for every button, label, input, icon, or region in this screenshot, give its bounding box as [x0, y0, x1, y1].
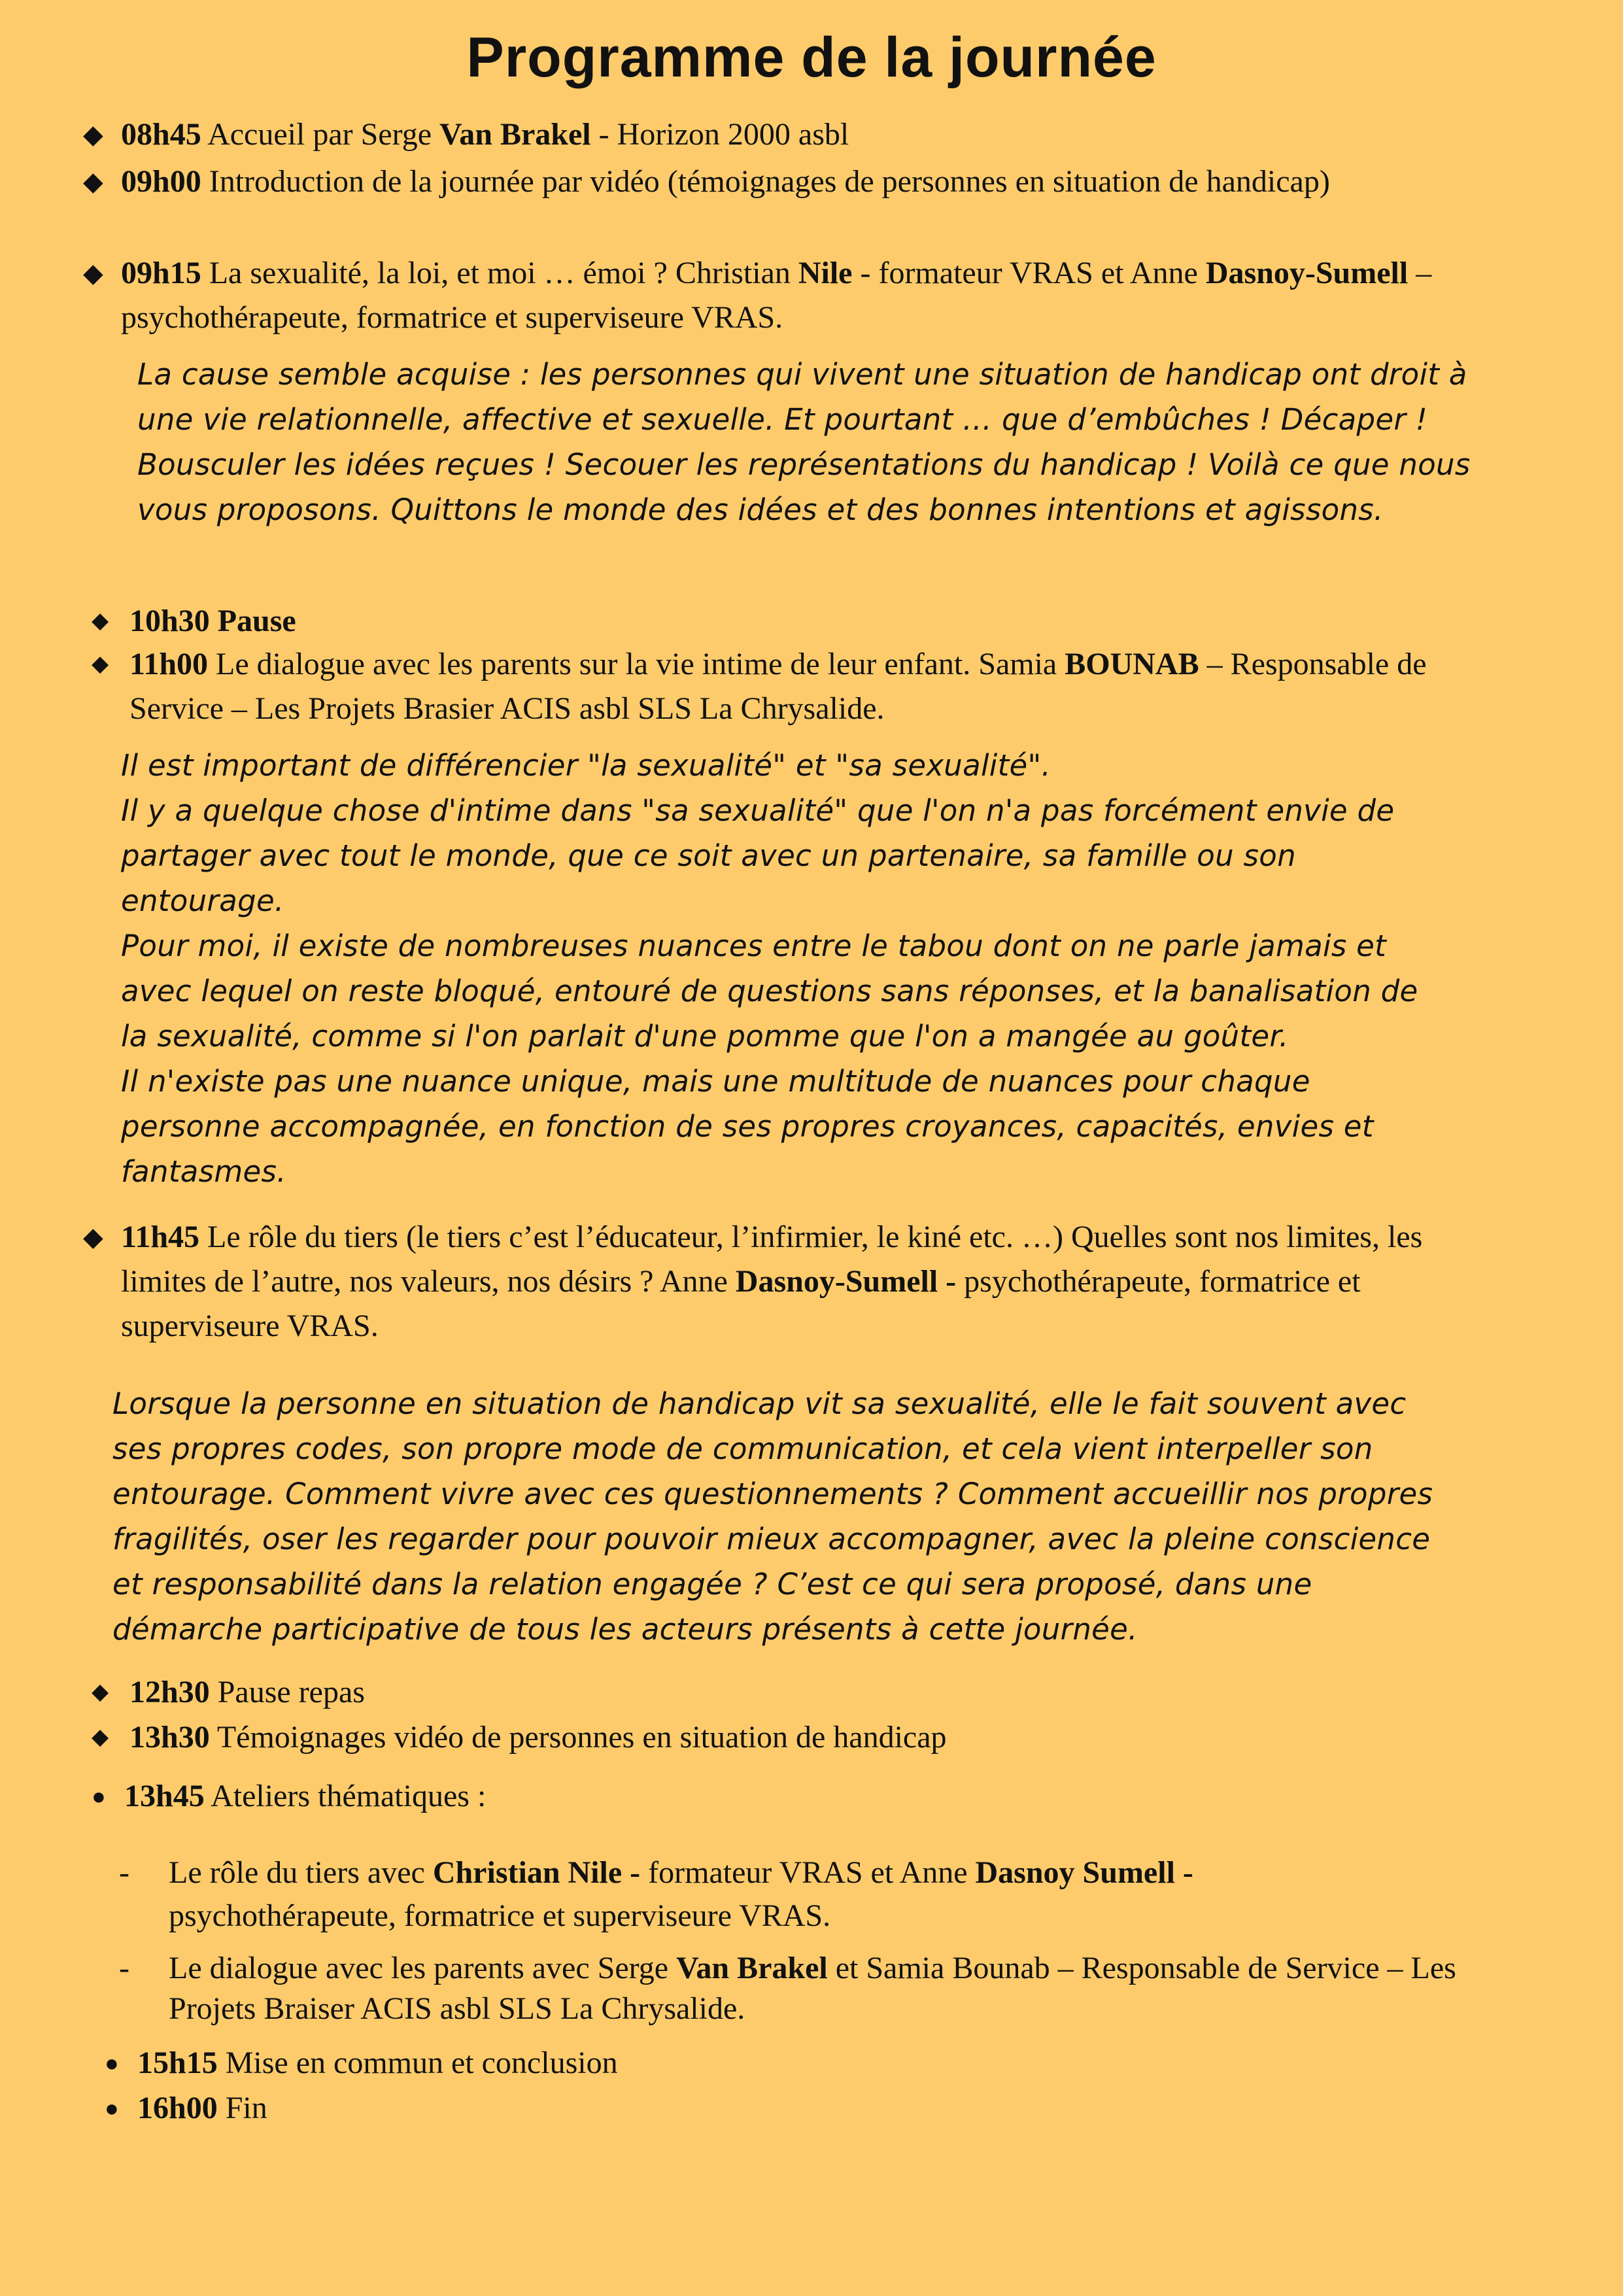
time-label: 15h15 [137, 2046, 218, 2080]
schedule-item-0915: ◆ 09h15 La sexualité, la loi, et moi … émoi ? Christian Nile - formateur VRAS et Anne Dasnoy-Sumell – psychothérapeute, formatrice et superviseure VRAS. [121, 251, 1481, 340]
diamond-bullet-icon: ◆ [83, 258, 103, 288]
speaker-name: Dasnoy Sumell - [975, 1855, 1193, 1890]
diamond-bullet-icon: ◆ [92, 1725, 109, 1749]
diamond-bullet-icon: ◆ [83, 120, 103, 149]
time-label: 10h30 [129, 604, 210, 638]
session-description-1100: Il est important de différencier "la sexualité" et "sa sexualité". Il y a quelque chose d'intime dans "sa sexualité" que l'on n'a pas forcément envie de partager avec tout le monde, que ce soit avec un partenaire, sa famille ou son entourage. Pour moi, il existe de nombreuses nuances entre le tabou dont on ne parle jamais et avec lequel on reste bloqué, entouré de questions sans réponses, et la banalisation de la sexualité, comme si l'on parlait d'une pomme que l'on a mangée au goûter. Il n'existe pas une nuance unique, mais une multitude de nuances pour chaque personne accompagnée, en fonction de ses propres croyances, capacités, envies et fantasmes. [121, 748, 1418, 1189]
diamond-bullet-icon: ◆ [92, 609, 109, 633]
schedule-item-1330: ◆ 13h30 Témoignages vidéo de personnes en situation de handicap [129, 1715, 1477, 1760]
workshop-item-tiers: - Le rôle du tiers avec Christian Nile - formateur VRAS et Anne Dasnoy Sumell - psychothérapeute, formatrice et superviseure VRAS. [169, 1851, 1280, 1938]
speaker-name: Dasnoy-Sumell [1205, 256, 1409, 290]
dash-bullet-icon: - [119, 1855, 129, 1890]
session-description-0915: La cause semble acquise : les personnes qui vivent une situation de handicap ont droit à une vie relationnelle, affective et sexuelle. Et pourtant … que d’embûches ! Décaper ! Bousculer les idées reçues ! Secouer les représentations du handicap ! Voilà ce que nous vous proposons. Quittons le monde des idées et des bonnes intentions et agissons. [137, 357, 1471, 527]
speaker-name: Dasnoy-Sumell - [735, 1264, 957, 1299]
page-title: Programme de la journée [466, 26, 1157, 89]
schedule-item-1600: ● 16h00 Fin [137, 2086, 1445, 2131]
time-label: 13h30 [129, 1720, 210, 1755]
diamond-bullet-icon: ◆ [92, 1680, 109, 1704]
speaker-name: BOUNAB [1065, 647, 1199, 681]
diamond-bullet-icon: ◆ [83, 167, 103, 196]
schedule-item-1030: ◆ 10h30 Pause [129, 599, 1477, 643]
speaker-name: Nile [798, 256, 853, 290]
round-bullet-icon: ● [92, 1783, 106, 1809]
diamond-bullet-icon: ◆ [83, 1222, 103, 1252]
workshop-item-parents: - Le dialogue avec les parents avec Serge Van Brakel et Samia Bounab – Responsable de Service – Les Projets Braiser ACIS asbl SLS La Chrysalide. [169, 1948, 1477, 2029]
time-label: 09h00 [121, 164, 201, 199]
schedule-item-0845: ◆ 08h45 Accueil par Serge Van Brakel - Horizon 2000 asbl [121, 112, 1481, 157]
schedule-item-1145: ◆ 11h45 Le rôle du tiers (le tiers c’est l’éducateur, l’infirmier, le kiné etc. …) Quelles sont nos limites, les limites de l’autre, nos valeurs, nos désirs ? Anne Dasnoy-Sumell - psychothérapeute, formatrice et superviseure VRAS. [121, 1215, 1442, 1348]
time-label: 11h45 [121, 1220, 200, 1254]
time-label: 08h45 [121, 117, 201, 152]
time-label: 09h15 [121, 256, 201, 290]
schedule-item-1230: ◆ 12h30 Pause repas [129, 1670, 1477, 1715]
round-bullet-icon: ● [105, 2050, 119, 2076]
schedule-item-0900: ◆ 09h00 Introduction de la journée par vidéo (témoignages de personnes en situation de handicap) [121, 160, 1481, 204]
schedule-item-1345: ● 13h45 Ateliers thématiques : [124, 1774, 1471, 1819]
speaker-name: Christian Nile - [432, 1855, 641, 1890]
round-bullet-icon: ● [105, 2095, 119, 2121]
speaker-name: Van Brakel [439, 117, 591, 152]
diamond-bullet-icon: ◆ [92, 652, 109, 676]
dash-bullet-icon: - [119, 1951, 129, 1985]
schedule-item-1515: ● 15h15 Mise en commun et conclusion [137, 2041, 1445, 2085]
time-label: 12h30 [129, 1675, 210, 1709]
session-description-1145: Lorsque la personne en situation de handicap vit sa sexualité, elle le fait souvent avec ses propres codes, son propre mode de communication, et cela vient interpeller son entourage. Comment vivre avec ces questionnements ? Comment accueillir nos propres fragilités, oser les regarder pour pouvoir mieux accompagner, avec la pleine conscience et responsabilité dans la relation engagée ? C’est ce qui sera proposé, dans une démarche participative de tous les acteurs présents à cette journée. [112, 1386, 1433, 1647]
speaker-name: Van Brakel [676, 1951, 828, 1985]
time-label: 13h45 [124, 1779, 205, 1813]
schedule-item-1100: ◆ 11h00 Le dialogue avec les parents sur la vie intime de leur enfant. Samia BOUNAB – Responsable de Service – Les Projets Brasier ACIS asbl SLS La Chrysalide. [129, 642, 1477, 731]
time-label: 11h00 [129, 647, 209, 681]
time-label: 16h00 [137, 2091, 218, 2125]
